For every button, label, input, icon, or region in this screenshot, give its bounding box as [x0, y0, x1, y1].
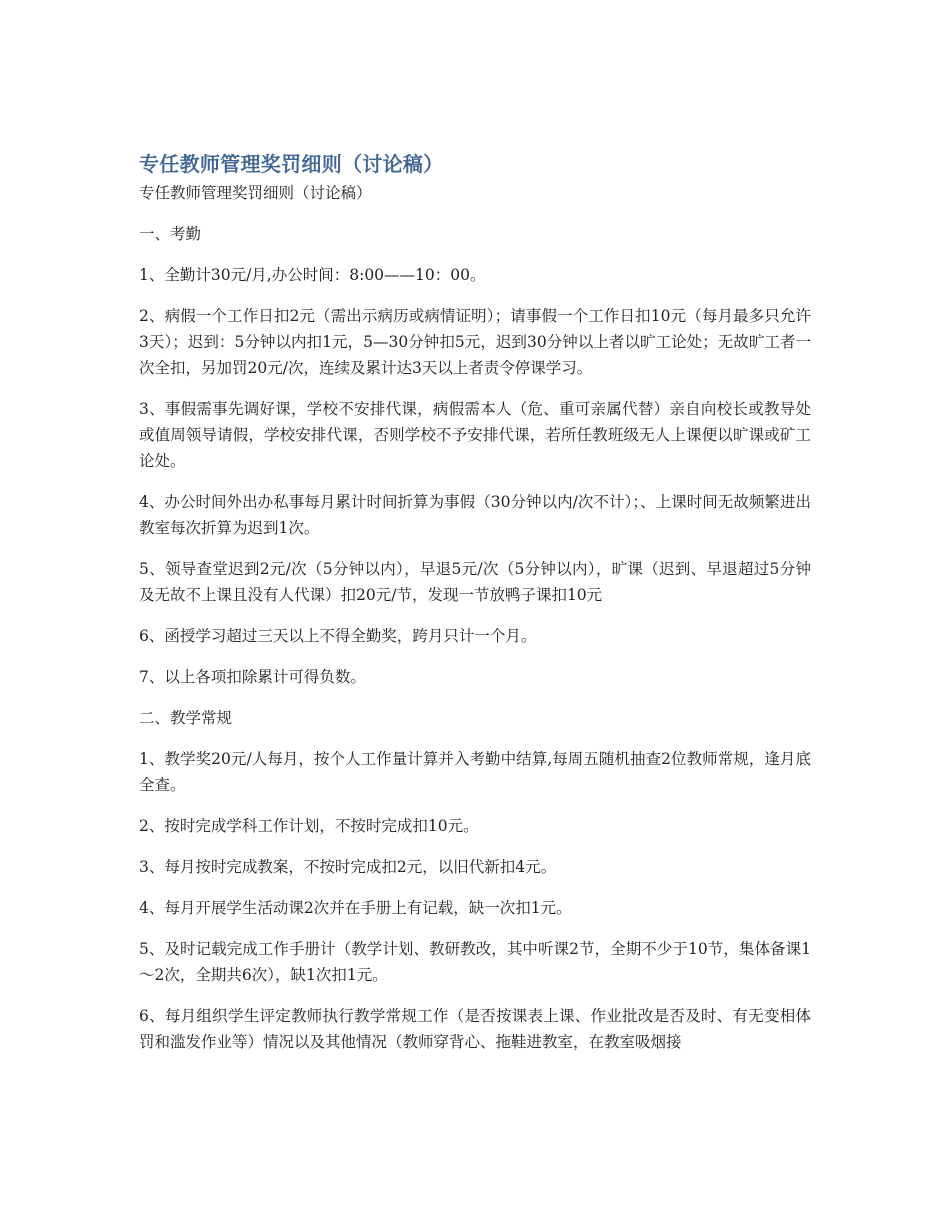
attendance-item-6: 6、函授学习超过三天以上不得全勤奖，跨月只计一个月。 — [139, 627, 537, 645]
document-title: 专任教师管理奖罚细则（讨论稿） — [139, 152, 444, 176]
section-heading-attendance: 一、考勤 — [139, 225, 202, 243]
teaching-item-2: 2、按时完成学科工作计划，不按时完成扣10元。 — [139, 817, 479, 835]
teaching-item-6: 6、每月组织学生评定教师执行教学常规工作（是否按课表上课、作业批改是否及时、有无变相体罚和滥发作业等）情况以及其他情况（教师穿背心、拖鞋进教室，在教室吸烟接 — [139, 1007, 811, 1051]
document-subtitle: 专任教师管理奖罚细则（讨论稿） — [139, 184, 372, 202]
attendance-item-3: 3、事假需事先调好课，学校不安排代课，病假需本人（危、重可亲属代替）亲自向校长或教导处或值周领导请假，学校安排代课，否则学校不予安排代课，若所任教班级无人上课便以旷课或矿工论处。 — [139, 400, 811, 470]
attendance-item-2: 2、病假一个工作日扣2元（需出示病历或病情证明）；请事假一个工作日扣10元（每月最多只允许3天）；迟到：5分钟以内扣1元，5—30分钟扣5元，迟到30分钟以上者以旷工论处；无故旷工者一次全扣，另加罚20元/次，连续及累计达3天以上者责令停课学习。 — [139, 307, 811, 377]
attendance-item-1: 1、全勤计30元/月,办公时间：8:00——10：00。 — [139, 266, 486, 284]
attendance-item-5: 5、领导查堂迟到2元/次（5分钟以内），早退5元/次（5分钟以内），旷课（迟到、早退超过5分钟及无故不上课且没有人代课）扣20元/节，发现一节放鸭子课扣10元 — [139, 560, 811, 604]
attendance-item-4: 4、办公时间外出办私事每月累计时间折算为事假（30分钟以内/次不计）；、上课时间无故频繁进出教室每次折算为迟到1次。 — [139, 493, 811, 537]
teaching-item-1: 1、教学奖20元/人每月，按个人工作量计算并入考勤中结算,每周五随机抽查2位教师常规，逢月底全查。 — [139, 750, 811, 794]
teaching-item-5: 5、及时记载完成工作手册计（教学计划、教研教改，其中听课2节，全期不少于10节，集体备课1～2次，全期共6次），缺1次扣1元。 — [139, 940, 811, 984]
teaching-item-3: 3、每月按时完成教案，不按时完成扣2元，以旧代新扣4元。 — [139, 858, 557, 876]
document-page — [139, 148, 811, 1070]
section-heading-teaching-routine: 二、教学常规 — [139, 709, 233, 727]
attendance-item-7: 7、以上各项扣除累计可得负数。 — [139, 668, 366, 686]
teaching-item-4: 4、每月开展学生活动课2次并在手册上有记载，缺一次扣1元。 — [139, 899, 572, 917]
